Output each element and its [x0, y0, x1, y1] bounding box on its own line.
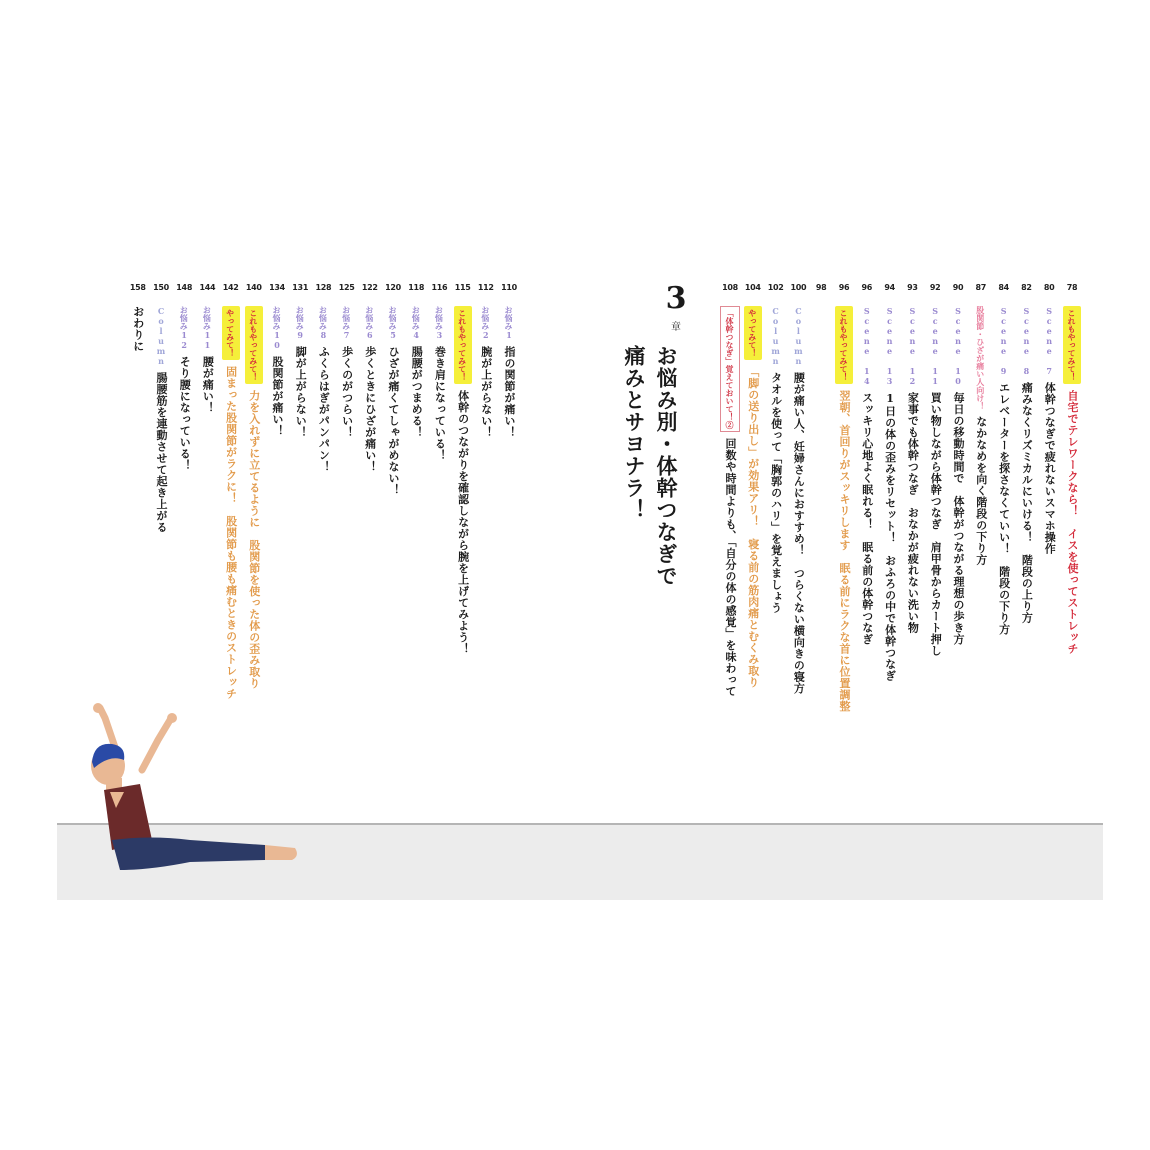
toc-entry-tag: Column: [793, 306, 804, 366]
toc-entry-text: [835, 306, 853, 712]
toc-entry-tag: これもやってみて！: [835, 306, 853, 384]
toc-page-number: 90: [952, 283, 964, 292]
toc-entry-tag: お悩み5: [388, 306, 398, 340]
toc-page-number: 110: [501, 283, 517, 292]
toc-entry-tag: Scene 11: [930, 306, 941, 386]
toc-entry-title: タオルを使って「胸郭のハリ」を覚えましょう: [769, 372, 783, 614]
toc-entry-tag: 「体幹つなぎ」覚えておいて！②: [720, 306, 740, 432]
toc-entry-tag: お悩み3: [434, 306, 445, 340]
toc-page-number: 131: [292, 283, 309, 292]
toc-entry-title: 股関節が痛い！: [271, 356, 284, 437]
toc-page-number: 150: [153, 283, 169, 292]
toc-entry: [1040, 280, 1058, 555]
toc-entry-title: スッキリ心地よく眠れる！ 眠る前の体幹つなぎ: [860, 392, 874, 645]
toc-page-number: 96: [861, 283, 873, 292]
exercise-figure-illustration: [60, 700, 310, 890]
toc-page-number: 108: [722, 283, 738, 292]
toc-entry: [384, 280, 402, 496]
toc-entry-text: [903, 306, 921, 634]
toc-page-number: 100: [790, 283, 807, 292]
toc-entry-tag: お悩み9: [295, 306, 306, 340]
toc-entry: [812, 280, 830, 306]
toc-entry-text: [222, 306, 240, 700]
toc-entry-tag: お悩み7: [341, 306, 352, 340]
toc-entry-text: [268, 306, 286, 437]
toc-entry-tag: Scene 9: [998, 306, 1009, 376]
toc-entry-tag: やってみて！: [222, 306, 240, 360]
toc-entry-text: [767, 306, 785, 614]
toc-page-number: 158: [129, 283, 146, 292]
toc-page-number: 142: [222, 283, 239, 292]
toc-page-number: 96: [838, 283, 850, 292]
toc-entry: [268, 280, 286, 437]
toc-page-number: 80: [1043, 283, 1055, 292]
toc-page-number: 134: [269, 283, 285, 292]
toc-entry-tag: お悩み11: [202, 306, 213, 350]
toc-page-number: 148: [176, 283, 193, 292]
toc-entry-tag: これもやってみて！: [454, 306, 472, 384]
toc-entry: [721, 280, 739, 697]
toc-page-number: 94: [884, 283, 895, 292]
toc-entry-title: 家事でも体幹つなぎ おなかが疲れない洗い物: [906, 392, 920, 634]
toc-entry-tag: やってみて！: [744, 306, 762, 360]
toc-entry-text: [926, 306, 944, 657]
toc-entry: [245, 280, 263, 689]
toc-entry-title: 1日の体の歪みをリセット！ おふろの中で体幹つなぎ: [883, 392, 897, 682]
toc-entry-title: 毎日の移動時間で 体幹がつながる理想の歩き方: [952, 392, 965, 645]
toc-page-number: 140: [245, 283, 262, 292]
toc-entry-text: [338, 306, 356, 438]
toc-entry-text: [152, 306, 170, 533]
toc-entry-tag: Scene 8: [1021, 306, 1032, 376]
toc-entry-text: [175, 306, 193, 471]
toc-entry-text: [995, 306, 1013, 635]
toc-entry: [789, 280, 807, 694]
toc-entry-tag: これもやってみて！: [245, 306, 263, 384]
toc-entry-title: おわりに: [131, 306, 145, 352]
toc-entry-title: 自宅でテレワークなら！ イスを使ってストレッチ: [1066, 390, 1079, 655]
toc-entry: [361, 280, 379, 473]
toc-entry: [835, 280, 853, 712]
toc-entry: [129, 280, 147, 352]
toc-page-number: 116: [431, 283, 448, 292]
chapter-title: [620, 345, 680, 587]
chapter-heading: [652, 282, 700, 333]
chapter-number: 3: [665, 281, 687, 316]
toc-entry: [454, 280, 472, 655]
toc-entry-text: [477, 306, 495, 438]
chapter-title-line1: お悩み別・体幹つなぎで: [654, 345, 679, 587]
toc-entry-title: 腕が上がらない！: [479, 346, 493, 438]
toc-entry-tag: お悩み1: [504, 306, 514, 340]
toc-page-number: 118: [408, 283, 425, 292]
toc-entry: [1017, 280, 1035, 624]
toc-entry-title: 腸腰がつまめる！: [410, 346, 424, 438]
toc-entry-title: ふくらはぎがパンパン！: [317, 346, 331, 473]
toc-entry-tag: Scene 10: [953, 306, 963, 386]
toc-page-number: 120: [385, 283, 401, 292]
toc-entry-text: [500, 306, 518, 438]
toc-entry-text: [245, 306, 263, 689]
toc-entry-tag: Column: [156, 306, 166, 366]
toc-entry-text: [129, 306, 147, 352]
toc-entry-tag: これもやってみて！: [1063, 306, 1081, 384]
toc-entry: [995, 280, 1013, 635]
toc-entry-title: 腰が痛い！: [201, 356, 215, 414]
toc-entry-tag: 股関節・ひざが痛い人向け！: [975, 306, 986, 410]
toc-entry-text: [789, 306, 807, 694]
toc-entry-title: 歩くときにひざが痛い！: [363, 346, 377, 473]
toc-page-number: 128: [315, 283, 332, 292]
toc-entry-text: [972, 306, 990, 566]
toc-entry-text: [949, 306, 967, 645]
toc-entry: [477, 280, 495, 438]
toc-entry-tag: お悩み6: [364, 306, 375, 340]
toc-entry: [198, 280, 216, 414]
toc-entry-text: [881, 306, 899, 682]
toc-entry: [767, 280, 785, 614]
toc-entry: [903, 280, 921, 634]
toc-entry-tag: お悩み8: [318, 306, 329, 340]
toc-entry-title: 巻き肩になっている！: [433, 346, 447, 461]
toc-entry: [744, 280, 762, 688]
toc-entry: [152, 280, 170, 533]
toc-page-number: 115: [454, 283, 471, 292]
toc-entry-title: エレベーターを探さなくていい！ 階段の下り方: [997, 382, 1011, 635]
toc-entry-title: 回数や時間よりも、「自分の体の感覚」を味わって: [724, 438, 737, 697]
toc-entry-title: 体幹つなぎで疲れないスマホ操作: [1043, 382, 1057, 555]
toc-entry-text: [720, 306, 740, 697]
toc-entry-text: [198, 306, 216, 414]
toc-entry-tag: お悩み2: [480, 306, 491, 340]
toc-entry-title: 指の関節が痛い！: [503, 346, 516, 438]
toc-entry: [314, 280, 332, 473]
toc-entry-text: [1063, 306, 1081, 655]
toc-page-number: 84: [998, 283, 1009, 292]
toc-entry: [175, 280, 193, 471]
toc-page-number: 87: [975, 283, 987, 292]
toc-entry-title: 脚が上がらない！: [294, 346, 308, 438]
chapter-label: 章: [671, 322, 681, 333]
toc-entry-title: 腸腰筋を連動させて起き上がる: [155, 372, 168, 533]
toc-entry-text: [744, 306, 762, 688]
toc-entry: [500, 280, 518, 438]
toc-page-number: 144: [199, 283, 216, 292]
toc-entry-tag: Scene 7: [1044, 306, 1055, 376]
toc-entry: [407, 280, 425, 438]
toc-page-number: 78: [1066, 283, 1078, 292]
toc-entry-title: なかなめを向く階段の下り方: [974, 416, 988, 566]
toc-page-number: 102: [767, 283, 784, 292]
toc-page-number: 104: [744, 283, 761, 292]
toc-entry: [949, 280, 967, 645]
toc-entry-text: [361, 306, 379, 473]
toc-entry-title: そり腰になっている！: [178, 356, 192, 471]
toc-entry-text: [430, 306, 448, 461]
chapter-title-line2: 痛みとサヨナラ！: [622, 345, 647, 521]
toc-entry-title: 翌朝、首回りがスッキリします 眠る前にラクな首に位置調整: [838, 390, 851, 712]
toc-entry-tag: お悩み12: [179, 306, 190, 350]
toc-entry-title: 買い物しながら体幹つなぎ 肩甲骨からカート押し: [929, 392, 943, 657]
toc-entry-tag: お悩み4: [411, 306, 422, 340]
toc-entry-title: 固まった股関節がラクに！ 股関節も腰も痛むときのストレッチ: [224, 366, 238, 700]
toc-entry-tag: Scene 14: [861, 306, 872, 386]
toc-page-number: 92: [929, 283, 941, 292]
toc-entry-title: 体幹のつながりを確認しながら腕を上げてみよう！: [456, 390, 470, 655]
toc-entry-title: ひざが痛くてしゃがめない！: [387, 346, 400, 496]
toc-entry-title: 腰が痛い人、妊婦さんにおすすめ！ つらくない横向きの寝方: [792, 372, 806, 694]
toc-entry-tag: Scene 13: [884, 306, 895, 386]
toc-entry-tag: お悩み10: [272, 306, 282, 350]
toc-entry: [881, 280, 899, 682]
toc-page-number: 122: [361, 283, 378, 292]
toc-entry-text: [407, 306, 425, 438]
toc-entry-tag: Scene 12: [907, 306, 918, 386]
toc-entry-text: [1017, 306, 1035, 624]
toc-entry-title: 力を入れずに立てるように 股関節を使った体の歪み取り: [247, 390, 261, 689]
toc-page-number: 112: [477, 283, 494, 292]
toc-entry: [338, 280, 356, 438]
toc-entry-text: [858, 306, 876, 645]
toc-entry: [972, 280, 990, 566]
toc-entry-text: [291, 306, 309, 438]
toc-entry: [1063, 280, 1081, 655]
toc-entry-text: [314, 306, 332, 473]
toc-entry: [430, 280, 448, 461]
toc-entry: [222, 280, 240, 700]
toc-entry-text: [384, 306, 402, 496]
toc-entry-title: 「脚の送り出し」が効果アリ！ 寝る前の筋肉痛とむくみ取り: [746, 366, 760, 688]
toc-entry-text: [454, 306, 472, 655]
toc-entry: [926, 280, 944, 657]
toc-entry-title: 痛みなくリズミカルにいける！ 階段の上り方: [1020, 382, 1034, 624]
toc-entry-text: [1040, 306, 1058, 555]
toc-entry-title: 歩くのがつらい！: [340, 346, 354, 438]
toc-page-number: 93: [907, 283, 918, 292]
toc-page-number: 98: [815, 283, 827, 292]
toc-entry-tag: Column: [770, 306, 781, 366]
toc-entry: [858, 280, 876, 645]
toc-entry: [291, 280, 309, 438]
toc-page-number: 125: [338, 283, 355, 292]
toc-page-number: 82: [1021, 283, 1032, 292]
